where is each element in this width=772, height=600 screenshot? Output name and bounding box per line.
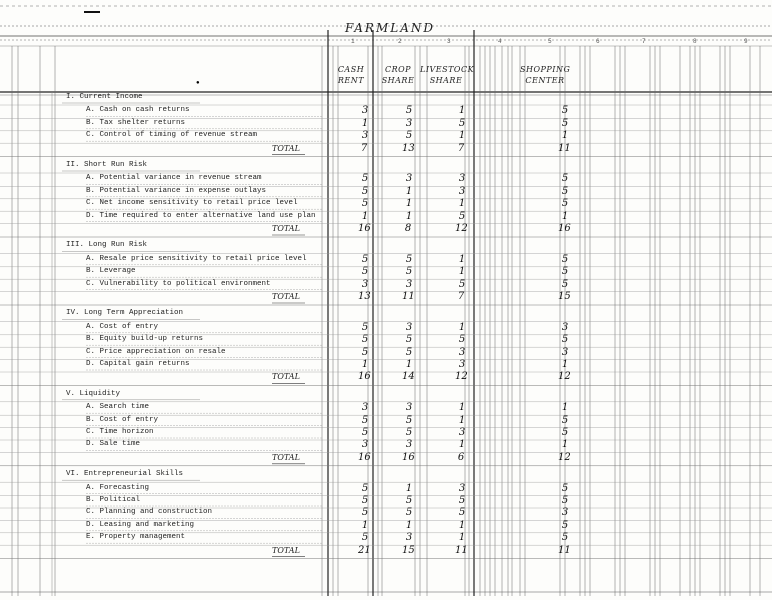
score-cell: 1 [458,105,466,117]
score-cell: 5 [405,507,413,519]
total-cell: 11 [558,142,571,154]
score-cell: 5 [361,482,369,494]
score-cell: 5 [458,334,466,346]
column-header-line: SHARE [381,76,415,85]
total-cell: 11 [558,544,571,556]
score-cell: 3 [458,427,466,438]
section-heading: III. Long Run Risk [66,241,148,250]
criterion-label: B. Cost of entry [86,415,159,424]
score-cell: 5 [361,173,369,185]
total-cell: 14 [402,371,415,383]
criterion-label: E. Property management [86,533,186,542]
score-cell: 5 [561,198,569,210]
score-cell: 5 [561,414,569,426]
total-cell: 12 [558,451,571,463]
score-cell: 5 [458,495,466,506]
score-cell: 5 [561,117,569,129]
criterion-label: B. Equity build-up returns [86,335,204,344]
score-cell: 3 [458,346,466,358]
total-cell: 8 [404,223,412,234]
criterion-label: B. Political [86,496,141,504]
score-cell: 1 [561,402,569,414]
score-cell: 1 [458,198,466,210]
score-cell: 5 [361,253,369,265]
score-cell: 3 [561,346,569,358]
score-cell: 1 [361,210,369,222]
column-number: 9 [744,38,748,45]
column-number: 1 [351,38,355,45]
score-cell: 1 [561,130,569,142]
total-cell: 11 [402,291,415,302]
column-header-line: SHARE [429,76,463,85]
total-label: TOTAL [272,143,300,153]
score-cell: 5 [405,130,413,142]
total-cell: 15 [402,544,415,556]
score-cell: 3 [361,130,369,142]
total-cell: 12 [455,223,468,234]
score-cell: 5 [405,427,413,438]
total-cell: 7 [360,142,368,154]
score-cell: 5 [561,253,569,265]
column-header-line: CASH [337,65,365,74]
total-label: TOTAL [272,292,300,301]
score-cell: 3 [561,321,569,333]
criterion-label: C. Time horizon [86,428,154,436]
score-cell: 1 [458,414,466,426]
criterion-label: B. Tax shelter returns [86,118,186,127]
score-cell: 5 [405,105,413,117]
criterion-label: A. Forecasting [86,483,150,492]
score-cell: 3 [405,402,413,414]
total-cell: 16 [358,223,371,234]
score-cell: 3 [361,105,369,117]
score-cell: 1 [561,210,569,222]
column-number: 8 [693,38,697,45]
total-cell: 16 [358,371,371,383]
score-cell: 5 [405,266,413,278]
column-number: 3 [447,38,451,45]
score-cell: 3 [405,278,413,290]
score-cell: 3 [405,439,413,451]
total-cell: 15 [558,291,571,302]
score-cell: 5 [561,495,569,506]
score-cell: 5 [561,173,569,185]
score-cell: 3 [405,117,413,129]
criterion-label: D. Leasing and marketing [86,520,195,529]
column-header-line: CROP [384,65,412,74]
total-cell: 16 [358,451,371,463]
score-cell: 3 [361,402,369,414]
score-cell: 5 [361,532,369,544]
score-cell: 5 [361,414,369,426]
total-label: TOTAL [272,452,300,462]
criterion-label: A. Potential variance in revenue stream [86,174,262,183]
section-heading: I. Current Income [66,93,143,101]
score-cell: 3 [361,439,369,451]
total-cell: 13 [402,142,415,154]
column-number: 5 [548,38,552,45]
section-heading: VI. Entrepreneurial Skills [66,470,184,479]
total-cell: 16 [558,223,571,234]
score-cell: 5 [561,519,569,531]
score-cell: 5 [405,334,413,346]
score-cell: 5 [458,210,466,222]
score-cell: 5 [561,105,569,117]
score-cell: 5 [405,414,413,426]
bullet-mark: ● [196,80,200,86]
score-cell: 5 [561,185,569,197]
score-cell: 5 [361,346,369,358]
criterion-label: B. Potential variance in expense outlays [86,186,267,195]
score-cell: 5 [361,321,369,333]
section-heading: IV. Long Term Appreciation [66,309,184,318]
total-cell: 12 [455,371,468,383]
score-cell: 1 [405,185,413,197]
column-header-line: LIVESTOCK [420,65,475,74]
score-cell: 5 [458,117,466,129]
score-cell: 5 [561,427,569,438]
score-cell: 5 [361,495,369,506]
score-cell: 5 [458,278,466,290]
score-cell: 1 [361,519,369,531]
score-cell: 5 [361,266,369,278]
score-cell: 5 [561,278,569,290]
score-cell: 3 [405,173,413,185]
criterion-label: C. Planning and construction [86,508,213,517]
criterion-label: C. Control of timing of revenue stream [86,131,258,140]
score-cell: 1 [458,519,466,531]
score-cell: 1 [458,253,466,265]
criterion-label: D. Capital gain returns [86,360,190,368]
score-cell: 5 [405,346,413,358]
column-header-cash_rent [330,64,372,86]
column-number: 7 [642,38,646,45]
total-cell: 16 [402,451,415,463]
score-cell: 1 [458,321,466,333]
total-cell: 7 [457,291,465,302]
total-label: TOTAL [272,224,300,233]
score-cell: 5 [361,198,369,210]
score-cell: 1 [458,266,466,278]
score-cell: 5 [361,185,369,197]
score-cell: 5 [561,334,569,346]
score-cell: 5 [458,507,466,519]
score-cell: 5 [361,427,369,438]
score-cell: 5 [405,495,413,506]
criterion-label: C. Net income sensitivity to retail price level [86,199,298,208]
score-cell: 3 [361,278,369,290]
criterion-label: C. Price appreciation on resale [86,347,226,356]
total-cell: 12 [558,371,571,383]
score-cell: 5 [561,266,569,278]
total-label: TOTAL [272,372,300,382]
section-heading: II. Short Run Risk [66,161,148,169]
column-number: 4 [498,38,502,45]
column-header-line: SHOPPING [520,65,571,74]
score-cell: 3 [458,359,466,370]
column-number: 6 [596,38,600,45]
criterion-label: B. Leverage [86,267,136,276]
column-header-livestock_share [420,64,475,86]
score-cell: 1 [458,402,466,414]
column-header-shopping_center [520,64,570,86]
score-cell: 5 [561,482,569,494]
total-cell: 21 [358,544,371,556]
score-cell: 3 [405,321,413,333]
score-cell: 3 [458,185,466,197]
criterion-label: A. Cost of entry [86,322,159,331]
score-cell: 1 [405,359,413,370]
score-cell: 1 [458,439,466,451]
score-cell: 5 [405,253,413,265]
score-cell: 1 [561,439,569,451]
column-number: 2 [398,38,402,45]
column-header-line: CENTER [525,76,565,85]
total-cell: 7 [457,142,465,154]
score-cell: 1 [561,359,569,370]
page-title: FARMLAND [344,21,436,35]
score-cell: 1 [405,482,413,494]
score-cell: 3 [458,173,466,185]
score-cell: 3 [561,507,569,519]
score-cell: 1 [458,532,466,544]
score-cell: 1 [405,519,413,531]
criterion-label: D. Time required to enter alternative land use plan [86,211,316,220]
score-cell: 3 [458,482,466,494]
score-cell: 1 [361,359,369,370]
criterion-label: A. Resale price sensitivity to retail price level [86,254,307,263]
criterion-label: D. Sale time [86,440,141,449]
total-cell: 13 [358,291,371,302]
criterion-label: C. Vulnerability to political environment [86,279,271,288]
score-cell: 1 [405,198,413,210]
score-cell: 1 [458,130,466,142]
total-label: TOTAL [272,545,300,555]
criterion-label: A. Cash on cash returns [86,106,190,115]
score-cell: 1 [405,210,413,222]
column-header-crop_share [378,64,418,86]
total-cell: 11 [455,544,468,556]
criterion-label: A. Search time [86,403,150,412]
score-cell: 5 [361,507,369,519]
score-cell: 5 [361,334,369,346]
score-cell: 5 [561,532,569,544]
column-header-line: RENT [337,76,365,85]
section-heading: V. Liquidity [66,389,121,398]
total-cell: 6 [457,451,465,463]
score-cell: 3 [405,532,413,544]
score-cell: 1 [361,117,369,129]
